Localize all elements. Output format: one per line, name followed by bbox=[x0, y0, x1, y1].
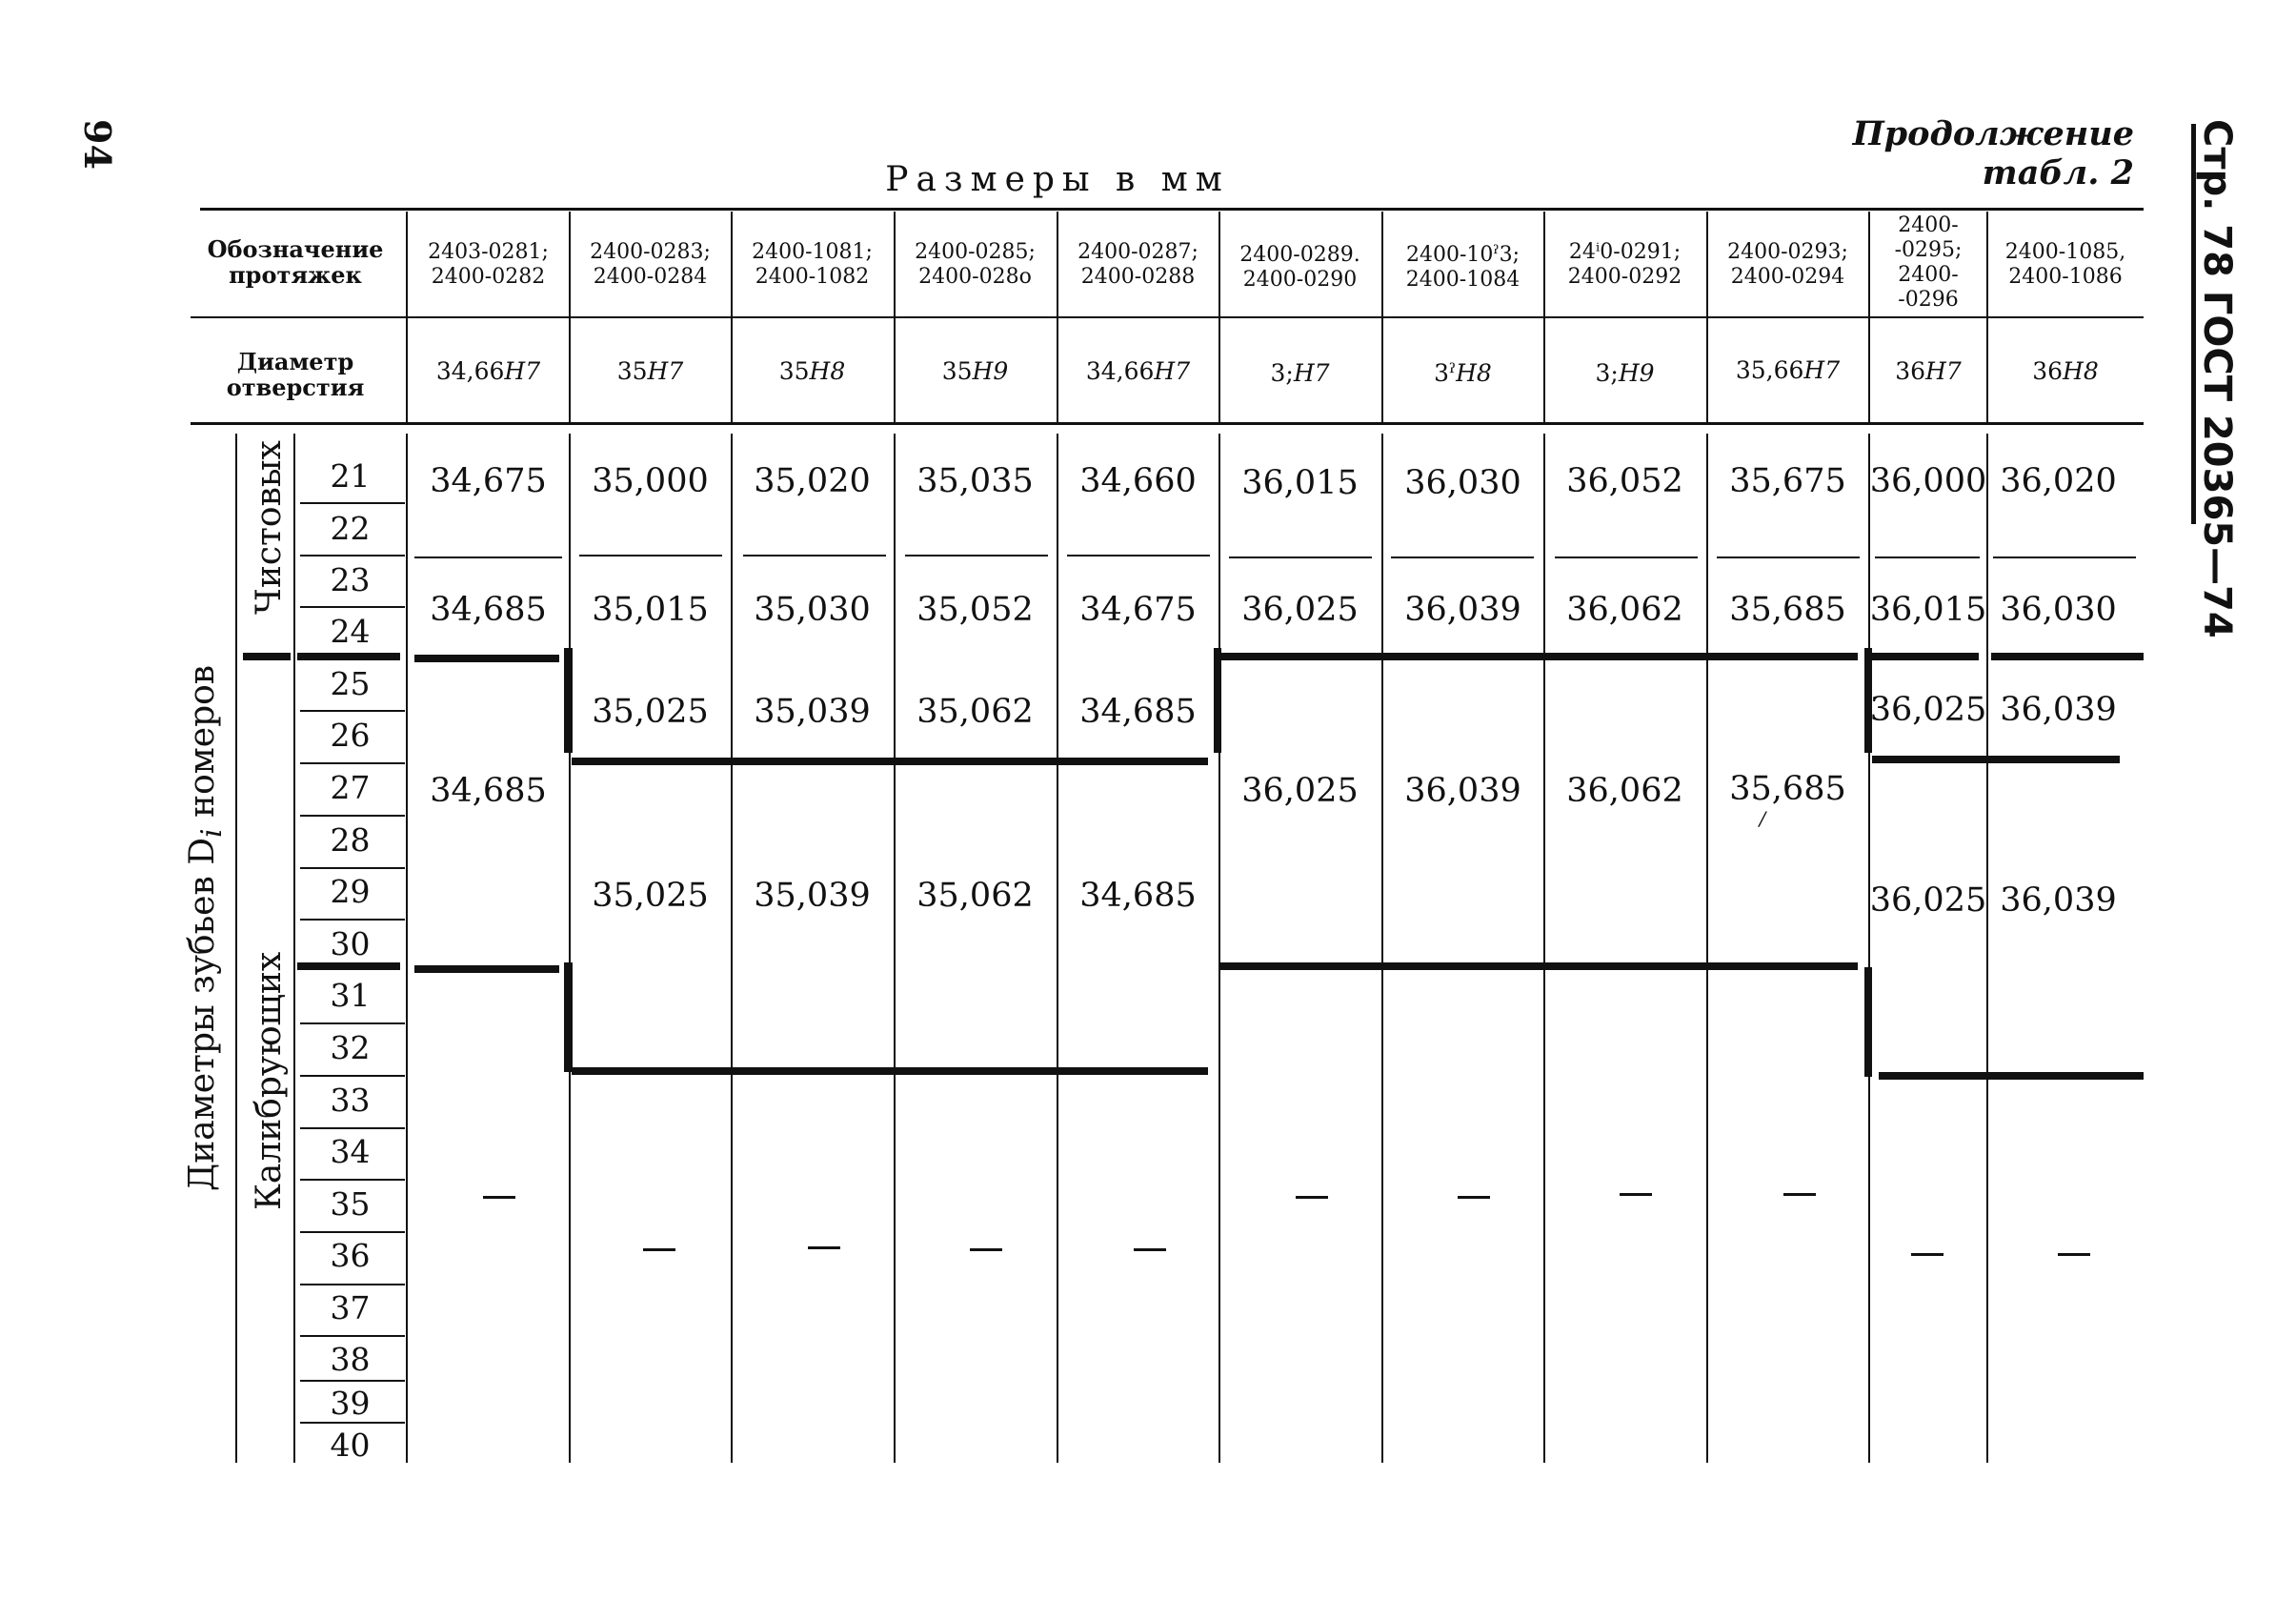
empty-value-dash bbox=[1620, 1193, 1652, 1196]
cell-value: 36,052 bbox=[1566, 462, 1683, 500]
row-number: 34 bbox=[330, 1133, 371, 1170]
cell-value: 36,025 bbox=[1869, 881, 1987, 920]
col-1-diameter: 34,66H7 bbox=[435, 357, 541, 385]
cell-value: 36,030 bbox=[1404, 464, 1521, 502]
cell-value: 35,675 bbox=[1729, 462, 1846, 500]
row-number: 26 bbox=[330, 717, 371, 754]
cell-value: 35,015 bbox=[592, 591, 709, 629]
cell-value: 34,675 bbox=[1079, 591, 1197, 629]
col-1-code: 2403-0281; 2400-0282 bbox=[428, 240, 549, 289]
cell-value: 36,062 bbox=[1566, 591, 1683, 629]
row-number: 32 bbox=[330, 1029, 371, 1066]
row-number: 39 bbox=[330, 1385, 371, 1422]
col-9-diameter: 35,66H7 bbox=[1735, 356, 1841, 384]
table-continuation-label: Продолжение табл. 2 bbox=[1852, 114, 2134, 192]
cell-value: 36,015 bbox=[1869, 591, 1987, 629]
row-number: 21 bbox=[330, 457, 371, 495]
row-number: 37 bbox=[330, 1289, 371, 1326]
cell-value: 35,035 bbox=[916, 462, 1034, 500]
cell-value: 36,025 bbox=[1241, 591, 1359, 629]
empty-value-dash bbox=[1296, 1196, 1328, 1199]
cell-value: 36,025 bbox=[1241, 772, 1359, 810]
row-number: 40 bbox=[330, 1427, 371, 1464]
empty-value-dash bbox=[1134, 1248, 1166, 1251]
cell-value: 35,039 bbox=[754, 877, 871, 915]
row-number: 38 bbox=[330, 1341, 371, 1378]
cell-value: 36,030 bbox=[2000, 591, 2117, 629]
cell-value: 35,062 bbox=[916, 877, 1034, 915]
col-10-code: 2400- -0295; 2400- -0296 bbox=[1894, 213, 1963, 312]
col-8-code: 24ⁱ0-0291; 2400-0292 bbox=[1567, 240, 1682, 289]
cell-value: 36,039 bbox=[1404, 591, 1521, 629]
row-number: 27 bbox=[330, 769, 371, 806]
finishing-group-label: Чистовых bbox=[250, 440, 289, 615]
row-number: 25 bbox=[330, 665, 371, 702]
cell-value: 34,685 bbox=[430, 591, 547, 629]
cell-value: 36,015 bbox=[1241, 464, 1359, 502]
cell-value: 35,685 bbox=[1729, 591, 1846, 629]
cell-value: 36,062 bbox=[1566, 772, 1683, 810]
col-8-diameter: 3;H9 bbox=[1595, 359, 1655, 387]
empty-value-dash bbox=[643, 1248, 675, 1251]
header-diameter: Диаметр отверстия bbox=[226, 348, 365, 401]
col-11-diameter: 36H8 bbox=[2032, 357, 2099, 385]
empty-value-dash bbox=[2058, 1253, 2090, 1256]
col-5-code: 2400-0287; 2400-0288 bbox=[1078, 240, 1198, 289]
col-7-code: 2400-10ˀ3; 2400-1084 bbox=[1405, 243, 1521, 292]
table-top-rule bbox=[200, 208, 2144, 211]
row-number: 22 bbox=[330, 510, 371, 547]
col-5-diameter: 34,66H7 bbox=[1085, 357, 1191, 385]
empty-value-dash bbox=[808, 1246, 840, 1249]
cell-value: 35,020 bbox=[754, 462, 871, 500]
units-caption: Размеры в мм bbox=[885, 160, 1230, 199]
cell-value: 35,000 bbox=[592, 462, 709, 500]
header-mid-rule bbox=[191, 316, 2144, 318]
row-number: 30 bbox=[330, 925, 371, 962]
empty-value-dash bbox=[483, 1196, 515, 1199]
empty-value-dash bbox=[970, 1248, 1002, 1251]
cell-value: 35,025 bbox=[592, 877, 709, 915]
empty-value-dash bbox=[1911, 1253, 1944, 1256]
col-4-code: 2400-0285; 2400-028о bbox=[915, 240, 1036, 289]
row-number: 28 bbox=[330, 821, 371, 859]
side-header: Стр. 78 ГОСТ 20365—74 bbox=[2195, 119, 2239, 638]
outer-group-label: Диаметры зубьев $D_i$ номеров bbox=[183, 664, 230, 1191]
cell-value: 35,039 bbox=[754, 693, 871, 731]
row-number: 31 bbox=[330, 977, 371, 1014]
row-number: 29 bbox=[330, 873, 371, 910]
row-number: 24 bbox=[330, 613, 371, 650]
page-number: 94 bbox=[76, 119, 119, 170]
cell-value: 35,685 bbox=[1729, 770, 1846, 808]
cell-value: 35,030 bbox=[754, 591, 871, 629]
cell-value: 36,000 bbox=[1869, 462, 1987, 500]
empty-value-dash bbox=[1458, 1196, 1490, 1199]
col-10-diameter: 36H7 bbox=[1895, 357, 1962, 385]
header-designation: Обозначение протяжек bbox=[207, 235, 384, 289]
cell-value: 34,660 bbox=[1079, 462, 1197, 500]
col-3-code: 2400-1081; 2400-1082 bbox=[752, 240, 873, 289]
cell-value: 34,685 bbox=[1079, 877, 1197, 915]
col-3-diameter: 35H8 bbox=[778, 357, 846, 385]
cell-value: 34,675 bbox=[430, 462, 547, 500]
col-2-code: 2400-0283; 2400-0284 bbox=[590, 240, 711, 289]
cell-value: 35,062 bbox=[916, 693, 1034, 731]
row-number: 36 bbox=[330, 1237, 371, 1274]
empty-value-dash bbox=[1783, 1193, 1816, 1196]
cell-value: 35,052 bbox=[916, 591, 1034, 629]
cell-value: 36,039 bbox=[2000, 691, 2117, 729]
col-9-code: 2400-0293; 2400-0294 bbox=[1727, 240, 1848, 289]
col-6-code: 2400-0289. 2400-0290 bbox=[1239, 243, 1360, 292]
row-number: 23 bbox=[330, 561, 371, 598]
col-11-code: 2400-1085, 2400-1086 bbox=[2004, 240, 2126, 289]
cell-value: 35,025 bbox=[592, 693, 709, 731]
cell-value: 34,685 bbox=[430, 772, 547, 810]
col-6-diameter: 3;H7 bbox=[1270, 359, 1330, 387]
row-number: 35 bbox=[330, 1185, 371, 1223]
sizing-group-label: Калибрующих bbox=[250, 951, 289, 1210]
header-bottom-rule bbox=[191, 422, 2144, 425]
cell-value: 36,039 bbox=[1404, 772, 1521, 810]
cell-value: 36,020 bbox=[2000, 462, 2117, 500]
stray-mark: / bbox=[1759, 807, 1766, 830]
row-number: 33 bbox=[330, 1082, 371, 1119]
col-2-diameter: 35H7 bbox=[616, 357, 684, 385]
cell-value: 36,039 bbox=[2000, 881, 2117, 920]
cell-value: 34,685 bbox=[1079, 693, 1197, 731]
col-7-diameter: 3ˀH8 bbox=[1434, 359, 1492, 387]
col-4-diameter: 35H9 bbox=[941, 357, 1009, 385]
cell-value: 36,025 bbox=[1869, 691, 1987, 729]
